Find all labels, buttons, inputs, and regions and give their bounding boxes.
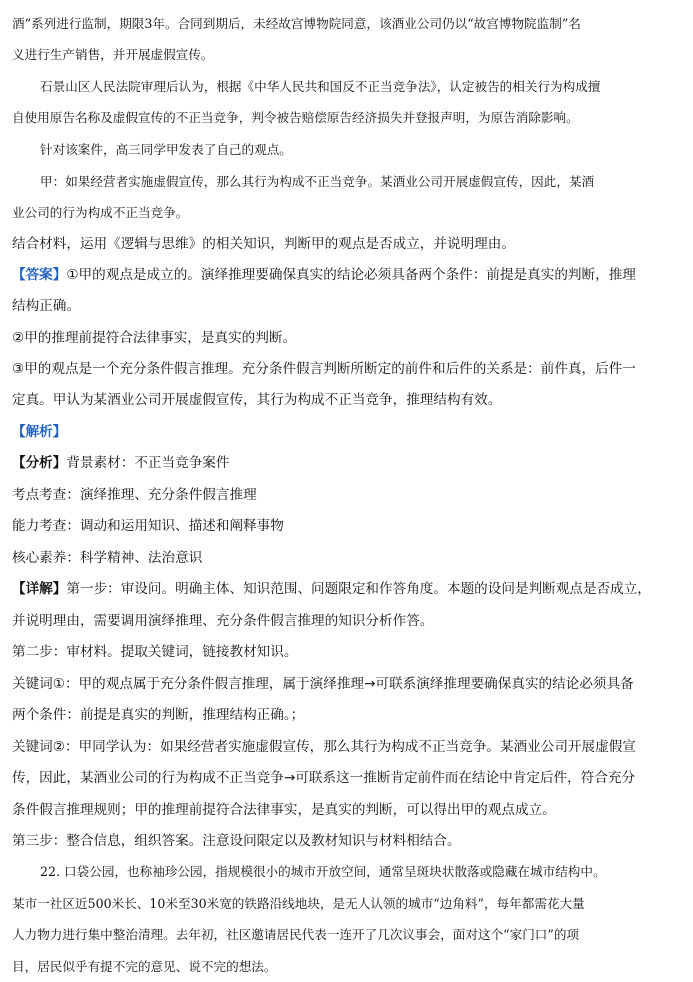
analysis-line: 传，因此，某酒业公司的行为构成不正当竞争→可联系这一推断肯定前件而在结论中肯定后件，符合充分 <box>12 770 636 786</box>
passage-line: 义进行生产销售，并开展虚假宣传。 <box>12 47 214 62</box>
fenxi-tag: 【分析】 <box>12 455 67 471</box>
xiangjie-tag: 【详解】 <box>12 581 67 597</box>
analysis-line: 两个条件：前提是真实的判断，推理结构正确。； <box>12 707 305 723</box>
answer-tag: 【答案】 <box>12 267 67 283</box>
analysis-line: 第三步：整合信息，组织答案。注意设问限定以及教材知识与材料相结合。 <box>12 833 461 849</box>
next-question-line: 目，居民似乎有提不完的意见、说不完的想法。 <box>12 959 277 974</box>
passage-line: 自使用原告名称及虚假宣传的不正当竞争，判令被告赔偿原告经济损失并登报声明，为原告消除影响。 <box>12 110 579 125</box>
next-question-line: 22. 口袋公园，也称袖珍公园，指规模很小的城市开放空间，通常呈斑块状散落或隐藏在城市结构中。 <box>40 864 606 879</box>
analysis-line: 关键词②：甲同学认为：如果经营者实施虚假宣传，那么其行为构成不正当竞争。某酒业公司开展虚假宣 <box>12 739 636 755</box>
analysis-line: 能力考查：调动和运用知识、描述和阐释事物 <box>12 518 284 534</box>
answer-line: 结构正确。 <box>12 298 80 314</box>
analysis-line: 关键词①：甲的观点属于充分条件假言推理，属于演绎推理→可联系演绎推理要确保真实的结论必须具备 <box>12 676 634 692</box>
passage-line: 业公司的行为构成不正当竞争。 <box>12 205 189 220</box>
analysis-tag: 【解析】 <box>12 424 67 440</box>
analysis-line: 并说明理由，需要调用演绎推理、充分条件假言推理的知识分析作答。 <box>12 613 434 629</box>
question-text: 结合材料，运用《逻辑与思维》的相关知识，判断甲的观点是否成立，并说明理由。 <box>12 236 515 252</box>
analysis-line: 条件假言推理规则；甲的推理前提符合法律事实，是真实的判断，可以得出甲的观点成立。 <box>12 802 556 818</box>
analysis-line: 考点考查：演绎推理、充分条件假言推理 <box>12 487 257 503</box>
passage-line: 甲：如果经营者实施虚假宣传，那么其行为构成不正当竞争。某酒业公司开展虚假宣传，因此，某酒 <box>40 174 595 189</box>
analysis-line: 第二步：审材料。提取关键词，链接教材知识。 <box>12 644 298 660</box>
fenxi-text: 背景素材：不正当竞争案件 <box>66 455 230 471</box>
xiangjie-text: 第一步：审设问。明确主体、知识范围、问题限定和作答角度。本题的设问是判断观点是否成立， <box>66 581 651 597</box>
answer-line <box>12 265 683 285</box>
answer-line: ③甲的观点是一个充分条件假言推理。充分条件假言判断所断定的前件和后件的关系是：前件真，后件一 <box>12 361 636 377</box>
answer-text: ①甲的观点是成立的。演绎推理要确保真实的结论必须具备两个条件：前提是真实的判断，推理 <box>66 267 636 283</box>
analysis-line <box>12 579 683 599</box>
answer-line: 定真。甲认为某酒业公司开展虚假宣传，其行为构成不正当竞争，推理结构有效。 <box>12 392 502 408</box>
next-question-line: 人力物力进行集中整治清理。去年初，社区邀请居民代表一连开了几次议事会，面对这个“家门口”的项 <box>12 927 580 942</box>
analysis-line: 核心素养：科学精神、法治意识 <box>12 550 203 566</box>
next-question-line: 某市一社区近500米长、10米至30米宽的铁路沿线地块，是无人认领的城市“边角料”，每年都需花大量 <box>12 896 585 911</box>
passage-line: 针对该案件，高三同学甲发表了自己的观点。 <box>40 142 292 157</box>
analysis-line <box>12 453 683 473</box>
passage-line: 酒”系列进行监制，期限3年。合同到期后，未经故宫博物院同意，该酒业公司仍以“故宫博物院监制”名 <box>12 16 581 31</box>
answer-line: ②甲的推理前提符合法律事实，是真实的判断。 <box>12 330 297 346</box>
passage-line: 石景山区人民法院审理后认为，根据《中华人民共和国反不正当竞争法》，认定被告的相关行为构成擅 <box>40 79 601 94</box>
